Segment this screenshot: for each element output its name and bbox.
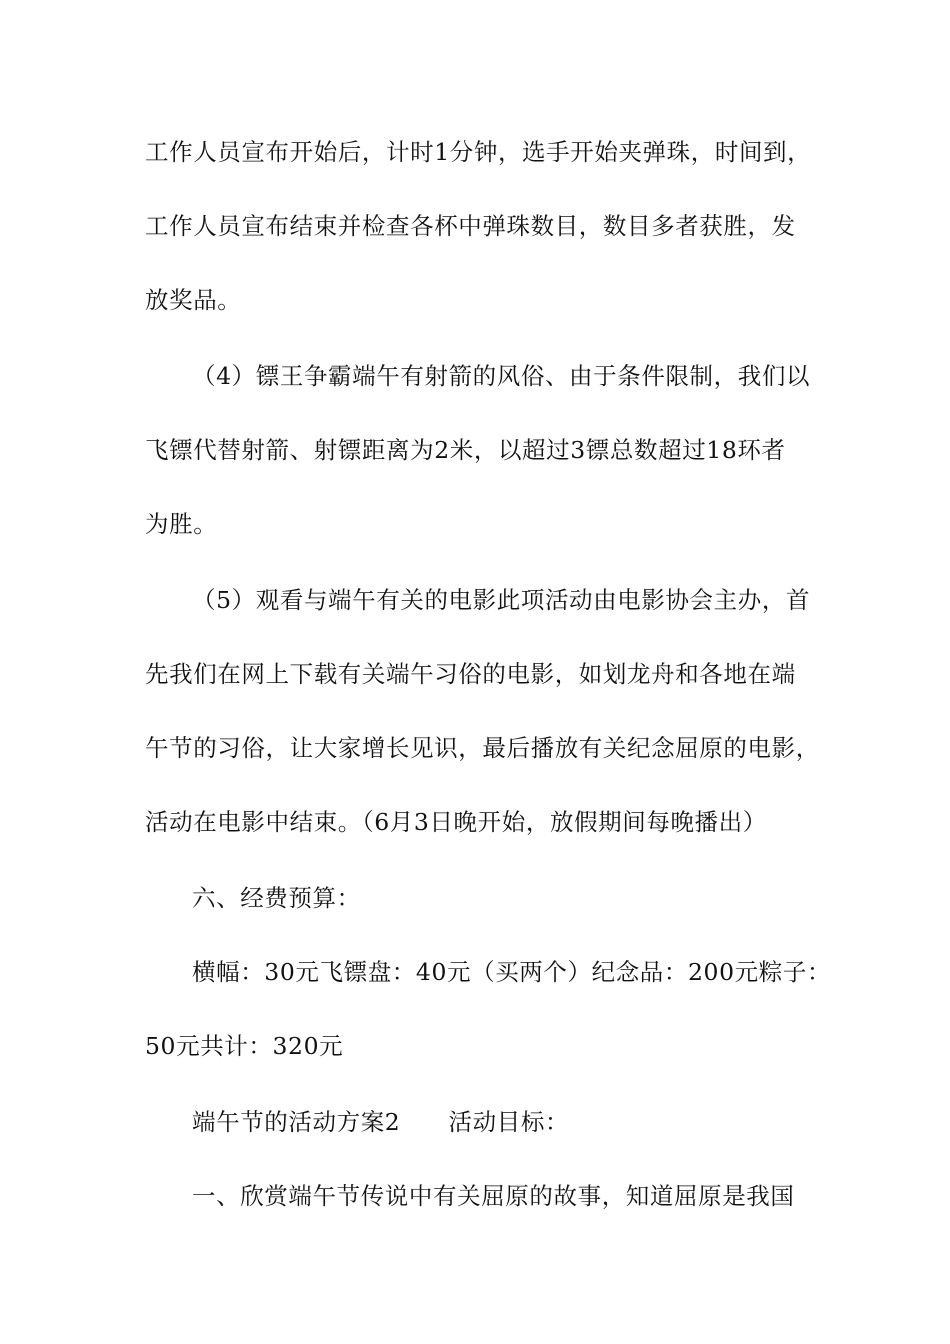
paragraph-line-13: 50元共计：320元 xyxy=(145,1032,344,1060)
paragraph-line-2: 工作人员宣布结束并检查各杯中弹珠数目，数目多者获胜，发 xyxy=(145,212,796,240)
paragraph-line-1: 工作人员宣布开始后，计时1分钟，选手开始夹弹珠，时间到， xyxy=(145,138,812,166)
paragraph-line-9: 午节的习俗，让大家增长见识，最后播放有关纪念屈原的电影， xyxy=(145,734,820,762)
paragraph-line-6: 为胜。 xyxy=(145,510,218,538)
paragraph-line-15: 一、欣赏端午节传说中有关屈原的故事，知道屈原是我国 xyxy=(192,1182,795,1210)
paragraph-line-5: 飞镖代替射箭、射镖距离为2米，以超过3镖总数超过18环者 xyxy=(145,436,786,464)
paragraph-line-12: 横幅：30元飞镖盘：40元（买两个）纪念品：200元粽子： xyxy=(192,958,832,986)
section-heading-plan2: 端午节的活动方案2 活动目标： xyxy=(192,1108,570,1136)
paragraph-line-3: 放奖品。 xyxy=(145,286,242,314)
paragraph-line-4: （4）镖王争霸端午有射箭的风俗、由于条件限制，我们以 xyxy=(192,362,811,390)
section-heading-budget: 六、经费预算： xyxy=(192,884,361,912)
paragraph-line-10: 活动在电影中结束。（6月3日晚开始，放假期间每晚播出） xyxy=(145,808,767,836)
paragraph-line-8: 先我们在网上下载有关端午习俗的电影，如划龙舟和各地在端 xyxy=(145,660,796,688)
paragraph-line-7: （5）观看与端午有关的电影此项活动由电影协会主办，首 xyxy=(192,586,811,614)
